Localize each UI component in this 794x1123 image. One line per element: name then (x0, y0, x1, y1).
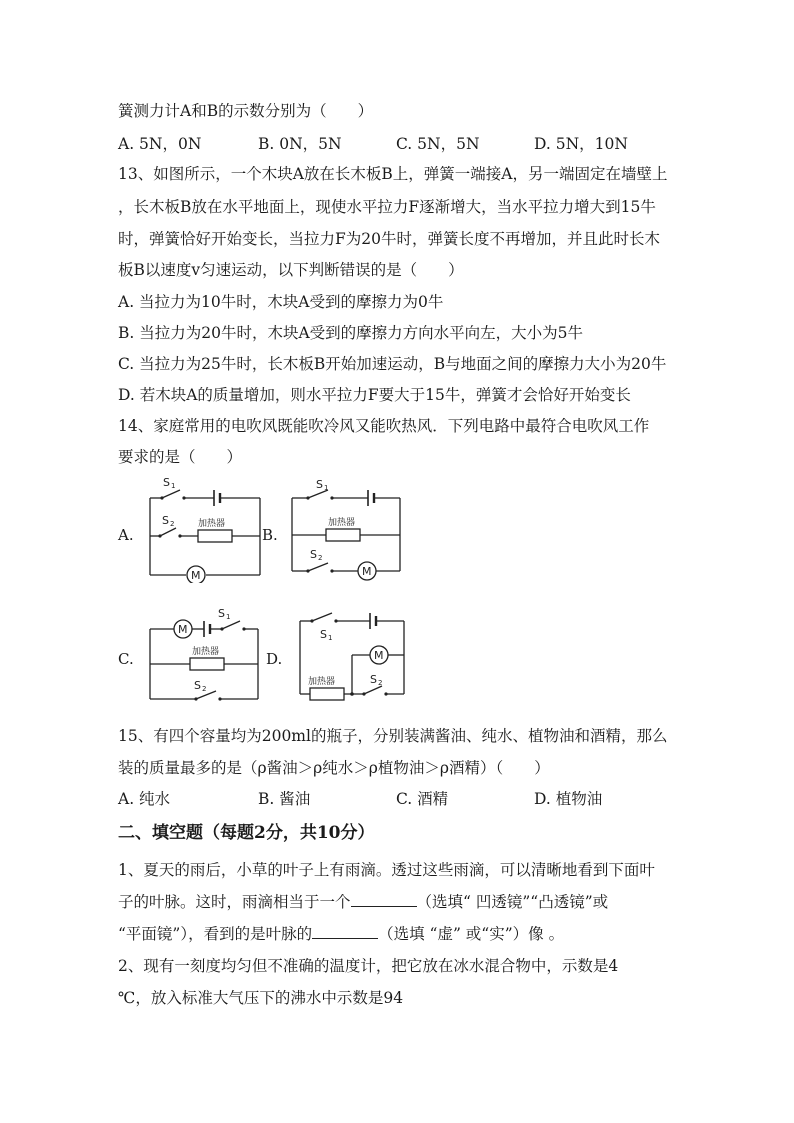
f1-line-1: 1、夏天的雨后，小草的叶子上有雨滴。透过这些雨滴，可以清晰地看到下面叶 (118, 861, 655, 879)
switch-s1-label: S (316, 478, 323, 491)
q13-option-b: B. 当拉力为20牛时，木块A受到的摩擦力方向水平向左，大小为5牛 (118, 324, 584, 342)
q12-option-a: A. 5N，0N (118, 135, 202, 153)
circuit-diagram-d (290, 603, 415, 703)
svg-text:2: 2 (170, 520, 175, 528)
svg-text:1: 1 (328, 634, 333, 642)
circuit-a-label: A. (118, 526, 134, 544)
f1-line-2-text-a: 子的叶脉。这时，雨滴相当于一个 (118, 893, 351, 911)
motor-label: M (362, 565, 372, 578)
svg-text:2: 2 (318, 554, 323, 562)
switch-s1-label: S (163, 478, 170, 489)
motor-label: M (374, 649, 384, 662)
q14-stem-line-2: 要求的是（ ） (118, 448, 243, 466)
circuit-b-label: B. (262, 526, 278, 544)
q13-stem-line-4: 板B以速度v匀速运动，以下判断错误的是（ ） (118, 261, 464, 279)
f2-line-2: ℃，放入标准大气压下的沸水中示数是94 (118, 989, 404, 1007)
circuit-d-label: D. (266, 650, 283, 668)
q14-stem-line-1: 14、家庭常用的电吹风既能吹冷风又能吹热风．下列电路中最符合电吹风工作 (118, 417, 650, 435)
motor-label: M (178, 623, 188, 636)
q13-stem-line-3: 时，弹簧恰好开始变长，当拉力F为20牛时，弹簧长度不再增加，并且此时长木 (118, 230, 660, 248)
f1-line-3-text-a: “平面镜”），看到的是叶脉的 (118, 925, 313, 943)
circuit-diagram-b (282, 478, 407, 583)
svg-text:1: 1 (324, 484, 329, 492)
switch-s2-label: S (310, 548, 317, 561)
circuit-diagram-a (140, 478, 265, 583)
f1-line-2 (118, 892, 608, 912)
motor-label: M (191, 569, 201, 582)
heater-label: 加热器 (328, 518, 356, 528)
q13-option-d: D. 若木块A的质量增加，则水平拉力F要大于15牛，弹簧才会恰好开始变长 (118, 386, 631, 404)
f2-line-1: 2、现有一刻度均匀但不准确的温度计，把它放在冰水混合物中，示数是4 (118, 957, 619, 975)
svg-text:2: 2 (202, 685, 207, 693)
svg-text:1: 1 (171, 482, 176, 490)
q12-option-b: B. 0N，5N (258, 135, 342, 153)
switch-s2-label: S (370, 673, 377, 686)
q15-option-d: D. 植物油 (534, 790, 603, 808)
switch-s2-label: S (194, 679, 201, 692)
section-heading-fill-in: 二、填空题（每题2分，共10分） (118, 823, 375, 843)
q12-option-c: C. 5N，5N (396, 135, 480, 153)
q15-stem-line-2: 装的质量最多的是（ρ酱油＞ρ纯水＞ρ植物油＞ρ酒精）（ ） (118, 759, 550, 777)
answer-blank-2[interactable] (312, 924, 378, 939)
f1-line-3-text-b: （选填 “虚” 或“实”）像 。 (378, 925, 565, 943)
q15-option-b: B. 酱油 (258, 790, 311, 808)
q15-option-a: A. 纯水 (118, 790, 171, 808)
svg-text:2: 2 (378, 679, 383, 687)
q13-option-a: A. 当拉力为10牛时，木块A受到的摩擦力为0牛 (118, 293, 444, 311)
circuit-diagram-c (140, 605, 265, 705)
heater-label: 加热器 (308, 677, 336, 687)
q13-stem-line-2: ，长木板B放在水平地面上，现使水平拉力F逐渐增大，当水平拉力增大到15牛 (118, 198, 656, 216)
switch-s1-label: S (320, 628, 327, 641)
q12-option-d: D. 5N，10N (534, 135, 628, 153)
q12-tail: 簧测力计A和B的示数分别为（ ） (118, 102, 374, 120)
heater-label: 加热器 (198, 519, 226, 529)
switch-s1-label: S (218, 607, 225, 620)
circuit-c-label: C. (118, 650, 134, 668)
q15-option-c: C. 酒精 (396, 790, 449, 808)
switch-s2-label: S (162, 514, 169, 527)
f1-line-3 (118, 924, 564, 944)
answer-blank-1[interactable] (351, 892, 417, 907)
q13-stem-line-1: 13、如图所示，一个木块A放在长木板B上，弹簧一端接A，另一端固定在墙壁上 (118, 165, 668, 183)
f1-line-2-text-b: （选填“ 凹透镜”“凸透镜”或 (416, 893, 609, 911)
q13-option-c: C. 当拉力为25牛时，长木板B开始加速运动，B与地面之间的摩擦力大小为20牛 (118, 355, 667, 373)
q15-stem-line-1: 15、有四个容量均为200ml的瓶子，分别装满酱油、纯水、植物油和酒精，那么 (118, 727, 668, 745)
svg-text:1: 1 (226, 613, 231, 621)
heater-label: 加热器 (192, 647, 220, 657)
